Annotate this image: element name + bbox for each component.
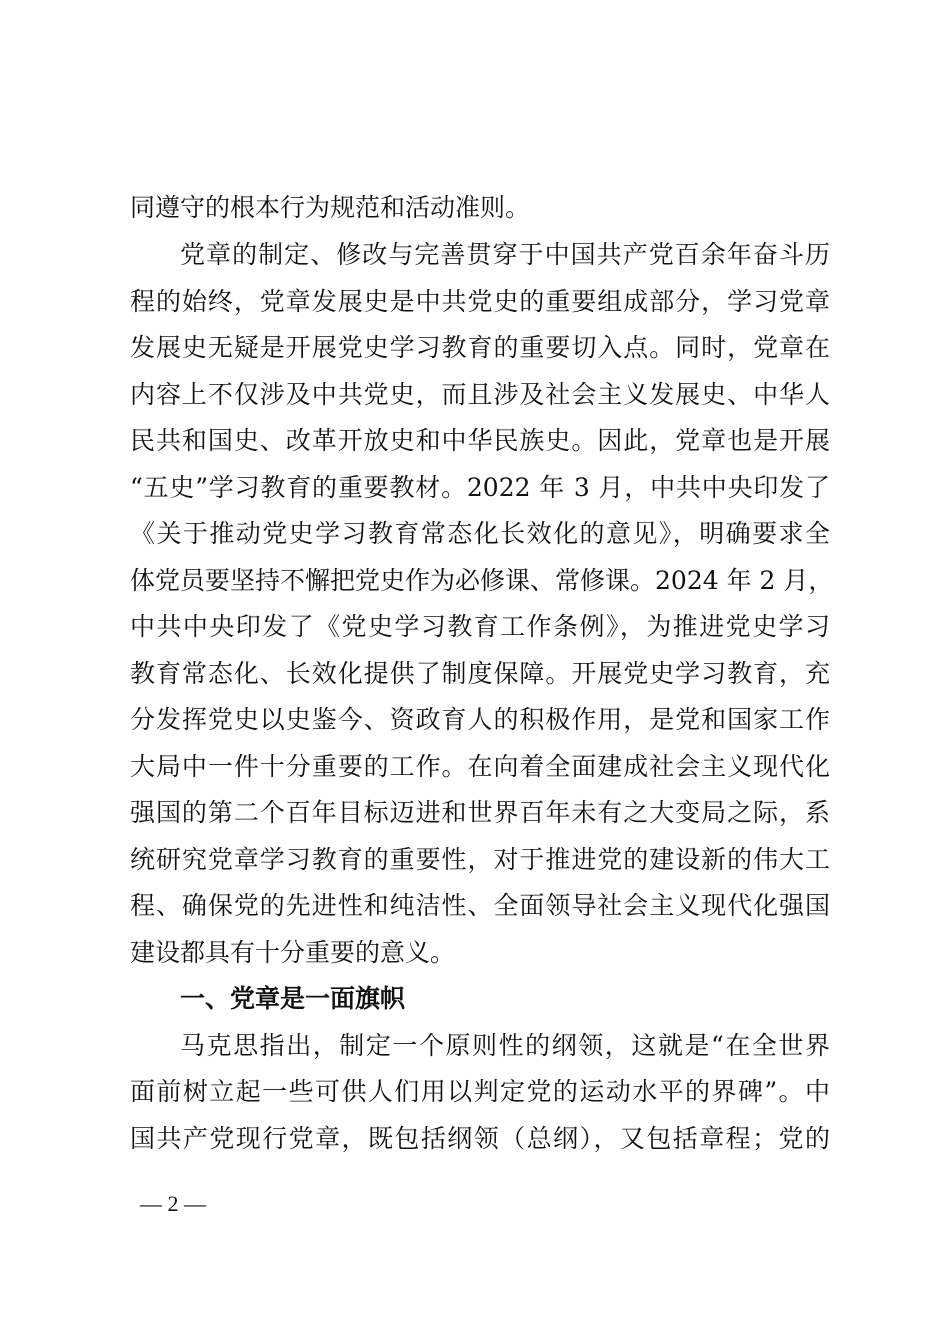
paragraph-line: 分发挥党史以史鉴今、资政育人的积极作用，是党和国家工作: [130, 705, 830, 734]
paragraph-line: “五史”学习教育的重要教材。2022 年 3 月，中共中央印发了: [130, 473, 830, 502]
paragraph-line: 马克思指出，制定一个原则性的纲领，这就是“在全世界: [180, 1031, 830, 1060]
paragraph-line: 中共中央印发了《党史学习教育工作条例》，为推进党史学习: [130, 612, 830, 641]
paragraph-line: 内容上不仅涉及中共党史，而且涉及社会主义发展史、中华人: [130, 380, 830, 409]
paragraph-line: 统研究党章学习教育的重要性，对于推进党的建设新的伟大工: [130, 845, 830, 874]
paragraph-line: 大局中一件十分重要的工作。在向着全面建成社会主义现代化: [130, 752, 830, 781]
section-heading: 一、党章是一面旗帜: [180, 984, 406, 1013]
paragraph-line: 《关于推动党史学习教育常态化长效化的意见》，明确要求全: [130, 519, 830, 548]
paragraph-line: 教育常态化、长效化提供了制度保障。开展党史学习教育，充: [130, 659, 830, 688]
paragraph-line: 同遵守的根本行为规范和活动准则。: [130, 193, 531, 222]
paragraph-line: 党章的制定、修改与完善贯穿于中国共产党百余年奋斗历: [180, 240, 830, 269]
paragraph-line: 体党员要坚持不懈把党史作为必修课、常修课。2024 年 2 月，: [130, 566, 834, 595]
paragraph-line: 发展史无疑是开展党史学习教育的重要切入点。同时，党章在: [130, 333, 830, 362]
paragraph-line: 民共和国史、改革开放史和中华民族史。因此，党章也是开展: [130, 426, 830, 455]
paragraph-line: 国共产党现行党章，既包括纲领（总纲），又包括章程；党的: [130, 1124, 830, 1153]
page-number: — 2 —: [140, 1191, 206, 1216]
paragraph-line: 程、确保党的先进性和纯洁性、全面领导社会主义现代化强国: [130, 891, 830, 920]
paragraph-line: 强国的第二个百年目标迈进和世界百年未有之大变局之际，系: [130, 798, 830, 827]
paragraph-line: 程的始终，党章发展史是中共党史的重要组成部分，学习党章: [130, 287, 830, 316]
paragraph-line: 面前树立起一些可供人们用以判定党的运动水平的界碑”。中: [130, 1077, 830, 1106]
paragraph-line: 建设都具有十分重要的意义。: [130, 938, 456, 967]
